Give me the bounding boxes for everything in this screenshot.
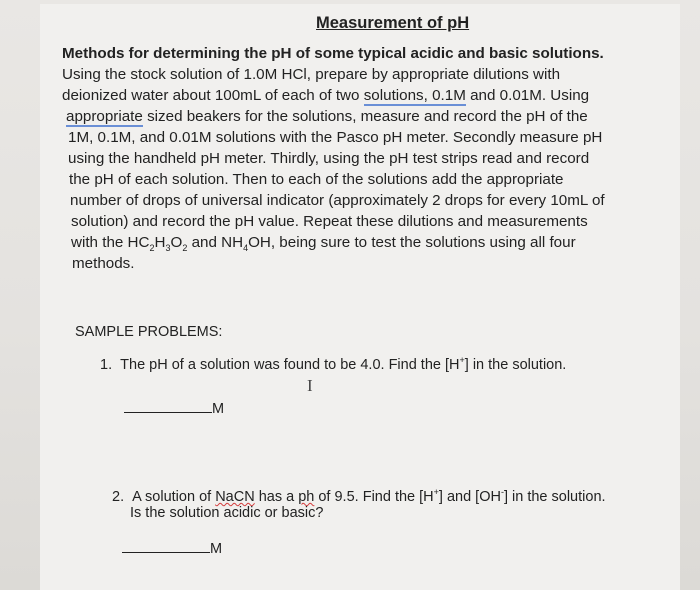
methods-line-4: 1M, 0.1M, and 0.01M solutions with the Pasco pH meter. Secondly measure pH: [68, 129, 603, 146]
problem-2-answer[interactable]: M: [122, 538, 222, 557]
problem-2-line-2: Is the solution acidic or basic?: [130, 505, 324, 521]
methods-line-2: deionized water about 100mL of each of two solutions, 0.1M and 0.01M. Using: [62, 87, 590, 104]
methods-line-10: methods.: [72, 255, 135, 272]
methods-line-3: appropriate sized beakers for the solutions, measure and record the pH of the: [66, 108, 588, 125]
answer-blank[interactable]: [124, 398, 212, 413]
answer-blank[interactable]: [122, 538, 210, 553]
sample-problems-heading: SAMPLE PROBLEMS:: [75, 324, 223, 340]
methods-heading: Methods for determining the pH of some typical acidic and basic solutions.: [62, 45, 604, 62]
methods-line-6: the pH of each solution. Then to each of the solutions add the appropriate: [69, 171, 564, 188]
problem-2: 2. A solution of NaCN has a ph of 9.5. Find the [H+] and [OH-] in the solution.: [112, 487, 606, 505]
methods-line-9: with the $HC_2H_3O_2$ and $NH_4OH$, being sure to test the solutions using all four: [71, 234, 576, 254]
text-cursor-icon: I: [307, 376, 313, 395]
methods-line-5: using the handheld pH meter. Thirdly, using the pH test strips read and record: [68, 150, 590, 167]
methods-line-8: solution) and record the pH value. Repeat these dilutions and measurements: [71, 213, 588, 230]
document-page: [40, 4, 680, 590]
problem-1: 1. The pH of a solution was found to be 4.0. Find the [H+] in the solution.: [100, 355, 567, 373]
problem-1-answer[interactable]: M: [124, 398, 224, 417]
methods-line-7: number of drops of universal indicator (approximately 2 drops for every 10mL of: [70, 192, 605, 209]
page-title: Measurement of pH: [316, 14, 470, 32]
methods-line-1: Using the stock solution of 1.0M HCl, prepare by appropriate dilutions with: [62, 66, 561, 83]
